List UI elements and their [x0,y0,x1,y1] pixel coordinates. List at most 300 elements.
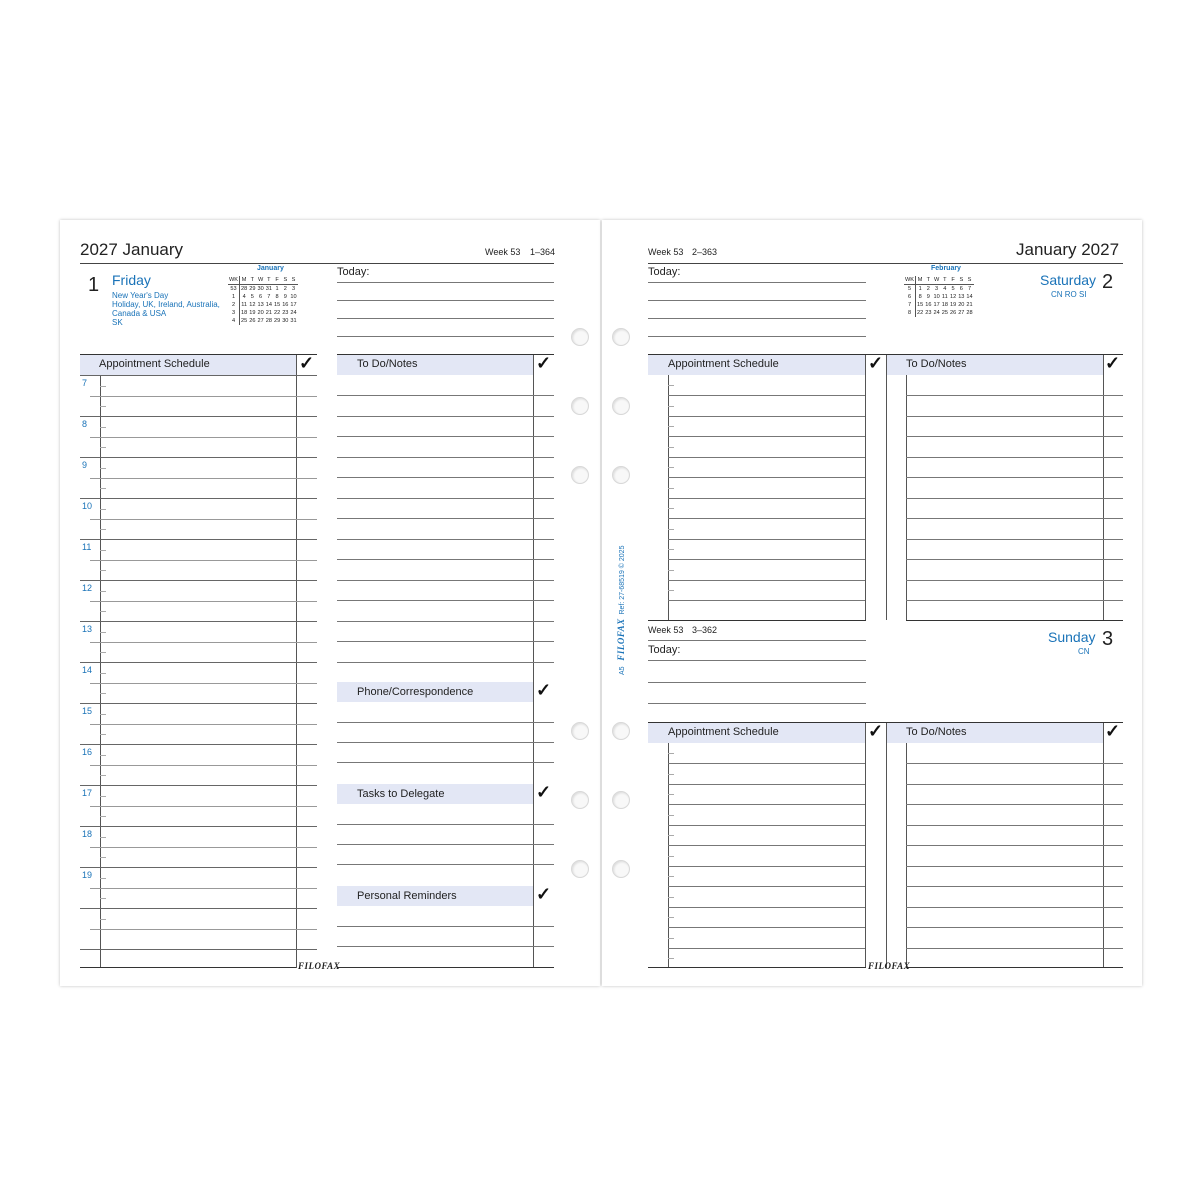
calendar-day: 20 [958,302,965,308]
ruled-line [668,845,865,846]
today-label: Today: [337,266,370,278]
ruled-line [80,539,317,540]
half-hour-tick [668,447,674,448]
calendar-day: 4 [943,286,947,292]
calendar-day: 14 [966,294,973,300]
ruled-line [906,886,1123,887]
check-icon: ✓ [1105,721,1121,741]
day-number: 3 [1102,628,1114,650]
half-hour-tick [668,897,674,898]
calendar-day: 25 [941,310,948,316]
today-line [337,318,554,319]
calendar-day: 10 [290,294,297,300]
half-hour-tick [668,529,674,530]
calendar-week-row [228,309,298,317]
calendar-week-row [228,293,298,301]
calendar-day: 30 [257,286,264,292]
calendar-week-number: 7 [904,301,916,309]
ruled-line [80,908,317,909]
ruled-line [668,600,865,601]
today-line [337,336,554,337]
ruled-line [668,559,865,560]
reference-number: Ref: 27-68519 © 2025 [619,545,626,615]
ruled-line [80,375,317,376]
calendar-day: 28 [241,286,248,292]
ruled-line [80,498,317,499]
ruled-line [337,580,554,581]
binder-hole [571,397,589,415]
ruled-line [668,907,865,908]
ruled-line [906,948,1123,949]
ruled-line [906,477,1123,478]
ruled-line [90,519,317,520]
calendar-day: 29 [273,318,281,324]
hour-label: 8 [82,419,88,429]
half-hour-tick [668,958,674,959]
half-hour-tick [100,529,106,530]
calendar-day: 7 [967,286,972,292]
ruled-line [80,949,317,950]
calendar-day: 23 [925,310,932,316]
calendar-day: 2 [926,286,930,292]
check-icon: ✓ [868,353,884,373]
calendar-week-row [904,301,974,309]
half-hour-tick [100,714,106,715]
ruled-line [337,641,554,642]
ruled-line [668,395,865,396]
binder-hole [612,860,630,878]
ruled-line [337,946,554,947]
calendar-day: 30 [282,318,289,324]
calendar-week-row [904,293,974,301]
half-hour-tick [668,406,674,407]
calendar-header-row [904,276,974,285]
calendar-weekday-header: T [941,276,949,285]
footer-rule [337,967,554,968]
filofax-logo: FILOFAX [616,618,626,661]
calendar-weekday-header: S [965,276,973,285]
calendar-weekday-header: T [924,276,932,285]
ruled-line [906,620,1123,621]
calendar-week-number: 5 [904,285,916,294]
ruled-line [668,518,865,519]
calendar-day: 7 [267,294,271,300]
calendar-day: 17 [933,302,940,308]
calendar-week-row [228,285,298,294]
day-name: Friday [112,272,151,288]
ruled-line [90,683,317,684]
ruled-line [906,763,1123,764]
ruled-line [337,824,554,825]
half-hour-tick [668,917,674,918]
calendar-day: 25 [241,318,248,324]
header-rule [648,263,1123,264]
ruled-line [668,927,865,928]
header-rule [80,263,554,264]
ruled-line [90,765,317,766]
week-label: Week 53 [648,247,684,257]
hour-label: 14 [82,665,93,675]
ruled-line [337,416,554,417]
half-hour-tick [100,611,106,612]
check-icon: ✓ [868,721,884,741]
ruled-line [668,804,865,805]
half-hour-tick [668,570,674,571]
ruled-line [668,416,865,417]
hour-label: 13 [82,624,93,634]
half-hour-tick [100,509,106,510]
calendar-day: 23 [282,310,289,316]
calendar-day: 27 [958,310,965,316]
ruled-line [906,518,1123,519]
half-hour-tick [668,426,674,427]
half-hour-tick [100,919,106,920]
holiday-line: New Year's Day [112,291,169,300]
today-label: Today: [648,266,681,278]
half-hour-tick [668,590,674,591]
ruled-line [906,600,1123,601]
calendar-weekday-header: S [281,276,289,285]
hour-label: 15 [82,706,93,716]
holiday-line: SK [112,318,123,327]
calendar-day: 12 [249,302,256,308]
ruled-line [90,806,317,807]
calendar-day: 3 [291,286,296,292]
today-line [337,282,554,283]
calendar-week-row [904,309,974,317]
calendar-day: 12 [949,294,957,300]
todo-label: To Do/Notes [357,358,418,370]
calendar-day: 3 [935,286,939,292]
calendar-day: 20 [257,310,264,316]
calendar-day: 24 [290,310,297,316]
ruled-line [90,560,317,561]
calendar-day: 1 [918,286,922,292]
half-hour-tick [100,693,106,694]
ruled-line [337,395,554,396]
ruled-line [90,929,317,930]
calendar-day: 13 [257,302,264,308]
ruled-line [906,825,1123,826]
calendar-weekday-header: M [240,276,249,285]
region-codes: CN RO SI [1051,290,1087,299]
binder-hole [612,328,630,346]
ruled-line [337,722,554,723]
calendar-day: 1 [275,286,279,292]
right-page [602,220,1142,986]
calendar-week-number: 1 [228,293,240,301]
appointment-label: Appointment Schedule [668,358,779,370]
mini-calendar-month: January [257,265,284,272]
ruled-line [906,866,1123,867]
binder-hole [612,791,630,809]
calendar-day: 6 [959,286,963,292]
calendar-day: 31 [290,318,297,324]
calendar-week-row [904,285,974,294]
calendar-week-number: 4 [228,317,240,325]
column-divider [906,743,907,968]
holiday-line: Canada & USA [112,309,167,318]
half-hour-tick [100,837,106,838]
hour-label: 10 [82,501,93,511]
calendar-day: 13 [958,294,965,300]
half-hour-tick [100,755,106,756]
calendar-day: 8 [918,294,922,300]
page-title: 2027 January [80,240,184,259]
calendar-weekday-header: S [957,276,965,285]
ruled-line [337,844,554,845]
ruled-line [80,580,317,581]
calendar-day: 31 [265,286,272,292]
calendar-day: 15 [273,302,281,308]
calendar-weekday-header: WK [905,277,915,283]
calendar-day: 10 [933,294,940,300]
ruled-line [80,785,317,786]
ruled-line [668,457,865,458]
half-hour-tick [668,876,674,877]
ruled-line [90,437,317,438]
ruled-line [668,477,865,478]
binder-hole [571,466,589,484]
ruled-line [668,825,865,826]
half-hour-tick [100,591,106,592]
calendar-day: 16 [925,302,932,308]
mini-calendar [228,276,298,325]
calendar-week-row [228,317,298,325]
left-page [60,220,600,986]
half-hour-tick [100,570,106,571]
day-name: Saturday [1040,272,1097,288]
calendar-day: 9 [926,294,930,300]
paper-size: A5 [619,666,626,675]
ruled-line [906,784,1123,785]
region-codes: CN [1078,647,1090,656]
ruled-line [906,395,1123,396]
calendar-day: 26 [949,310,957,316]
week-label: Week 53 [485,247,521,257]
half-hour-tick [100,550,106,551]
check-icon: ✓ [536,782,552,802]
calendar-header-row [228,276,298,285]
half-hour-tick [100,488,106,489]
reminders-label: Personal Reminders [357,890,457,902]
calendar-day: 5 [250,294,254,300]
ruled-line [80,703,317,704]
ruled-line [668,948,865,949]
half-hour-tick [668,856,674,857]
ruled-line [668,866,865,867]
check-icon: ✓ [299,353,315,373]
ruled-line [337,600,554,601]
ruled-line [80,867,317,868]
day-count: 3–362 [692,625,718,635]
calendar-weekday-header: T [248,276,256,285]
calendar-week-number: 53 [228,285,240,294]
binder-hole [612,397,630,415]
ruled-line [337,864,554,865]
column-divider [865,355,866,620]
calendar-day: 28 [966,310,973,316]
filofax-logo: FILOFAX [868,961,911,971]
half-hour-tick [100,406,106,407]
ruled-line [906,845,1123,846]
binder-hole [612,466,630,484]
half-hour-tick [100,673,106,674]
delegate-label: Tasks to Delegate [357,788,445,800]
time-column-divider [100,375,101,968]
day-count: 2–363 [692,247,718,257]
today-line [648,682,866,683]
half-hour-tick [100,898,106,899]
ruled-line [337,559,554,560]
calendar-day: 8 [275,294,279,300]
ruled-line [80,826,317,827]
half-hour-tick [100,427,106,428]
half-hour-tick [100,447,106,448]
calendar-day: 11 [241,302,248,308]
footer-rule [80,967,296,968]
calendar-weekday-header: T [265,276,273,285]
ruled-line [90,888,317,889]
hour-label: 7 [82,378,88,388]
half-hour-tick [668,815,674,816]
calendar-day: 27 [257,318,264,324]
calendar-day: 16 [282,302,289,308]
mini-calendar-month: February [931,265,961,272]
half-hour-tick [100,775,106,776]
ruled-line [80,662,317,663]
holiday-line: Holiday, UK, Ireland, Australia, [112,300,220,309]
half-hour-tick [668,938,674,939]
footer-rule [648,967,866,968]
half-hour-tick [668,467,674,468]
calendar-week-row [228,301,298,309]
calendar-day: 4 [242,294,246,300]
ruled-line [668,436,865,437]
ruled-line [337,742,554,743]
half-hour-tick [668,488,674,489]
calendar-day: 21 [966,302,973,308]
calendar-day: 24 [933,310,940,316]
today-line [648,300,866,301]
ruled-line [337,662,554,663]
binder-hole [571,791,589,809]
calendar-day: 21 [265,310,272,316]
ruled-line [80,744,317,745]
day-name: Sunday [1048,629,1096,645]
ruled-line [90,724,317,725]
calendar-day: 18 [941,302,948,308]
calendar-day: 14 [265,302,272,308]
hour-label: 17 [82,788,93,798]
ruled-line [906,457,1123,458]
half-hour-tick [668,549,674,550]
day-count: 1–364 [530,247,556,257]
binder-hole [571,328,589,346]
half-hour-tick [668,385,674,386]
ruled-line [906,498,1123,499]
calendar-weekday-header: W [933,277,940,283]
column-divider [865,723,866,968]
calendar-week-number: 3 [228,309,240,317]
ruled-line [80,416,317,417]
ruled-line [668,886,865,887]
calendar-weekday-header: M [916,276,925,285]
ruled-line [80,621,317,622]
half-hour-tick [100,734,106,735]
half-hour-tick [100,386,106,387]
calendar-day: 18 [241,310,248,316]
day-number: 1 [88,274,100,296]
today-line [648,282,866,283]
ruled-line [668,498,865,499]
ruled-line [90,396,317,397]
calendar-week-number: 6 [904,293,916,301]
ruled-line [337,621,554,622]
ruled-line [906,559,1123,560]
calendar-day: 15 [917,302,924,308]
ruled-line [668,580,865,581]
ruled-line [337,498,554,499]
todo-label: To Do/Notes [906,726,967,738]
hour-label: 18 [82,829,93,839]
ruled-line [337,457,554,458]
calendar-weekday-header: WK [229,277,239,283]
ruled-line [906,416,1123,417]
binder-hole [612,722,630,740]
ruled-line [906,907,1123,908]
ruled-line [668,763,865,764]
filofax-logo: FILOFAX [298,961,341,971]
appointment-label: Appointment Schedule [99,358,210,370]
appointment-label: Appointment Schedule [668,726,779,738]
hour-label: 9 [82,460,88,470]
ruled-line [337,436,554,437]
calendar-week-number: 8 [904,309,916,317]
calendar-day: 19 [249,310,256,316]
calendar-day: 29 [249,286,256,292]
calendar-day: 28 [265,318,272,324]
today-line [648,640,866,641]
phone-label: Phone/Correspondence [357,686,474,698]
calendar-day: 19 [949,302,957,308]
calendar-day: 17 [290,302,297,308]
ruled-line [906,804,1123,805]
half-hour-tick [100,816,106,817]
check-icon: ✓ [536,353,552,373]
ruled-line [668,539,865,540]
ruled-line [906,580,1123,581]
half-hour-tick [100,857,106,858]
calendar-weekday-header: F [949,276,957,285]
ruled-line [337,477,554,478]
calendar-weekday-header: W [257,277,264,283]
calendar-week-number: 2 [228,301,240,309]
ruled-line [90,601,317,602]
hour-label: 19 [82,870,93,880]
calendar-day: 11 [941,294,948,300]
today-line [648,660,866,661]
calendar-day: 9 [283,294,287,300]
calendar-weekday-header: S [289,276,297,285]
ruled-line [668,784,865,785]
check-icon: ✓ [536,680,552,700]
ruled-line [648,620,866,621]
ruled-line [906,436,1123,437]
calendar-day: 22 [917,310,924,316]
half-hour-tick [100,632,106,633]
ruled-line [906,539,1123,540]
